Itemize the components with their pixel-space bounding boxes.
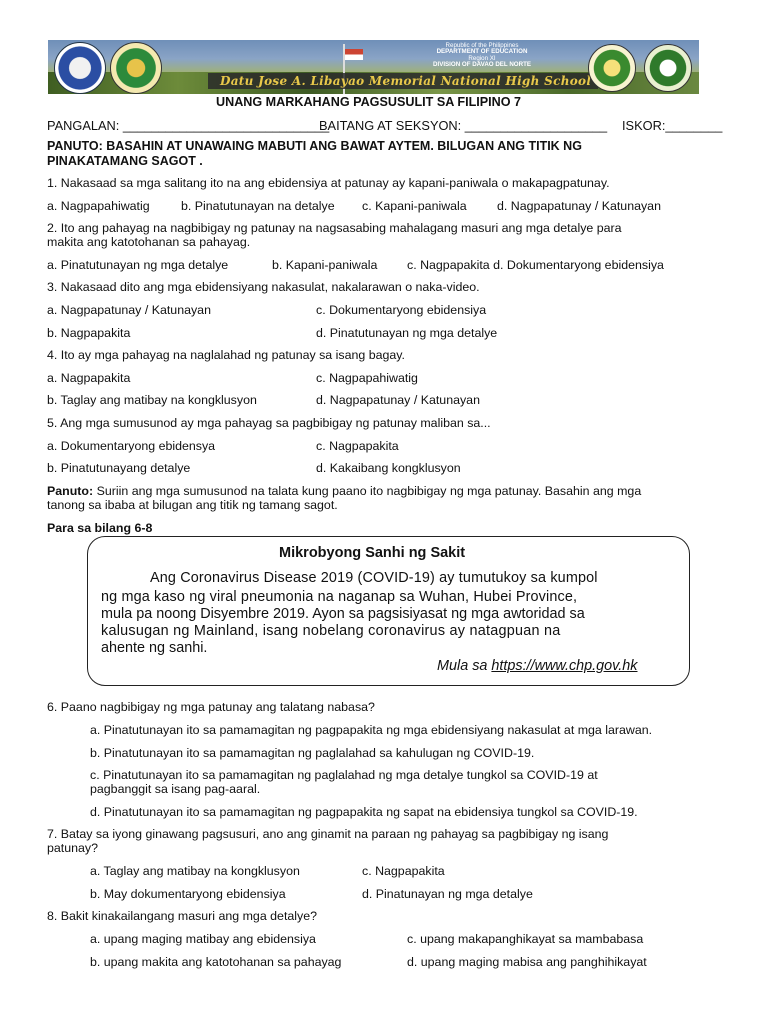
- passage-line-3: mula pa noong Disyembre 2019. Ayon sa pagsisiyasat ng mga awtoridad sa: [101, 606, 585, 622]
- q5-choice-d[interactable]: d. Kakaibang kongklusyon: [316, 461, 461, 475]
- q1-choice-c[interactable]: c. Kapani-paniwala: [362, 199, 467, 213]
- directions-line-1: PANUTO: BASAHIN AT UNAWAING MABUTI ANG BAWAT AYTEM. BILUGAN ANG TITIK NG: [47, 139, 582, 153]
- school-seal-right-logo: [644, 44, 692, 92]
- q2-choice-c-d[interactable]: c. Nagpapakita d. Dokumentaryong ebidensiya: [407, 258, 664, 272]
- division-seal-logo: [588, 44, 636, 92]
- q3-choice-c[interactable]: c. Dokumentaryong ebidensiya: [316, 303, 487, 317]
- question-4-stem: 4. Ito ay mga pahayag na naglalahad ng patunay sa isang bagay.: [47, 348, 405, 362]
- q7-choice-c[interactable]: c. Nagpapakita: [362, 864, 445, 878]
- q1-choice-a[interactable]: a. Nagpapahiwatig: [47, 199, 150, 213]
- question-2-stem-line-2: makita ang katotohanan sa pahayag.: [47, 235, 251, 249]
- q5-choice-c[interactable]: c. Nagpapakita: [316, 439, 399, 453]
- q4-choice-d[interactable]: d. Nagpapatunay / Katunayan: [316, 393, 480, 407]
- q6-choice-b[interactable]: b. Pinatutunayan ito sa pamamagitan ng paglalahad sa kahulugan ng COVID-19.: [90, 746, 535, 760]
- department-text: DEPARTMENT OF EDUCATION: [436, 48, 528, 56]
- q3-choice-d[interactable]: d. Pinatutunayan ng mga detalye: [316, 326, 498, 340]
- passage-title: Mikrobyong Sanhi ng Sakit: [279, 545, 466, 561]
- q6-choice-c-line-2[interactable]: pagbanggit sa isang pag-aaral.: [90, 782, 261, 796]
- q7-choice-a[interactable]: a. Taglay ang matibay na kongklusyon: [90, 864, 300, 878]
- question-6-stem: 6. Paano nagbibigay ng mga patunay ang talatang nabasa?: [47, 700, 375, 714]
- question-1-stem: 1. Nakasaad sa mga salitang ito na ang ebidensiya at patunay ay kapani-paniwala o makapagpatunay.: [47, 176, 610, 190]
- panuto-2-line-1: [47, 484, 641, 499]
- q5-choice-a[interactable]: a. Dokumentaryong ebidensya: [47, 439, 216, 453]
- republic-text: Republic of the Philippines: [445, 42, 519, 49]
- panuto-2-text: Suriin ang mga sumusunod na talata kung paano ito nagbibigay ng mga patunay. Basahin ang mga: [93, 484, 642, 498]
- q2-choice-a[interactable]: a. Pinatutunayan ng mga detalye: [47, 258, 229, 272]
- panuto-2-label: Panuto:: [47, 484, 94, 498]
- exam-title: UNANG MARKAHANG PAGSUSULIT SA FILIPINO 7: [216, 95, 522, 109]
- q5-choice-b[interactable]: b. Pinatutunayang detalye: [47, 461, 191, 475]
- q4-choice-b[interactable]: b. Taglay ang matibay na kongklusyon: [47, 393, 257, 407]
- passage-line-1: Ang Coronavirus Disease 2019 (COVID-19) ay tumutukoy sa kumpol: [150, 570, 598, 586]
- q8-choice-d[interactable]: d. upang maging mabisa ang panghihikayat: [407, 955, 647, 969]
- q3-choice-a[interactable]: a. Nagpapatunay / Katunayan: [47, 303, 211, 317]
- q1-choice-d[interactable]: d. Nagpapatunay / Katunayan: [497, 199, 661, 213]
- division-text: DIVISION OF DAVAO DEL NORTE: [433, 61, 531, 69]
- pangalan-field[interactable]: PANGALAN: _____________________________: [47, 118, 330, 133]
- panuto-2-line-2: tanong sa ibaba at bilugan ang titik ng tamang sagot.: [47, 498, 338, 512]
- school-banner: [48, 40, 699, 94]
- q8-choice-c[interactable]: c. upang makapanghikayat sa mambabasa: [407, 932, 644, 946]
- region-text: Region XI: [468, 54, 496, 62]
- directions-line-2: PINAKATAMANG SAGOT .: [47, 154, 203, 168]
- school-name: Datu Jose A. Libayao Memorial National High School: [220, 74, 592, 88]
- q8-choice-a[interactable]: a. upang maging matibay ang ebidensiya: [90, 932, 316, 946]
- q2-choice-b[interactable]: b. Kapani-paniwala: [272, 258, 378, 272]
- q6-choice-d[interactable]: d. Pinatutunayan ito sa pamamagitan ng pagpapakita ng sapat na ebidensiya tungkol sa COVID-19.: [90, 805, 638, 819]
- question-8-stem: 8. Bakit kinakailangang masuri ang mga detalye?: [47, 909, 318, 923]
- passage-source: [437, 658, 638, 674]
- question-2-stem-line-1: 2. Ito ang pahayag na nagbibigay ng patunay na nagsasabing mahalagang masuri ang mga detalye para: [47, 221, 622, 235]
- question-7-stem-line-1: 7. Batay sa iyong ginawang pagsusuri, ano ang ginamit na paraan ng pahayag sa pagbibigay ng isang: [47, 827, 609, 841]
- q6-choice-a[interactable]: a. Pinatutunayan ito sa pamamagitan ng pagpapakita ng mga ebidensiyang nakasulat at mga larawan.: [90, 723, 653, 737]
- q1-choice-b[interactable]: b. Pinatutunayan na detalye: [181, 199, 335, 213]
- para-label: Para sa bilang 6-8: [47, 521, 153, 535]
- q4-choice-a[interactable]: a. Nagpapakita: [47, 371, 131, 385]
- q4-choice-c[interactable]: c. Nagpapahiwatig: [316, 371, 418, 385]
- question-3-stem: 3. Nakasaad dito ang mga ebidensiyang nakasulat, nakalarawan o naka-video.: [47, 280, 480, 294]
- question-7-stem-line-2: patunay?: [47, 841, 98, 855]
- passage-line-4: kalusugan ng Mainland, isang nobelang coronavirus ay natagpuan na: [101, 623, 561, 639]
- question-5-stem: 5. Ang mga sumusunod ay mga pahayag sa pagbibigay ng patunay maliban sa...: [47, 416, 491, 430]
- passage-source-link[interactable]: https://www.chp.gov.hk: [491, 658, 638, 674]
- deped-seal-logo: [54, 42, 106, 94]
- baitang-seksyon-field[interactable]: BAITANG AT SEKSYON: ____________________: [319, 118, 608, 133]
- q7-choice-b[interactable]: b. May dokumentaryong ebidensiya: [90, 887, 286, 901]
- school-seal-logo: [110, 42, 162, 94]
- q8-choice-b[interactable]: b. upang makita ang katotohanan sa pahayag: [90, 955, 342, 969]
- passage-source-prefix: Mula sa: [437, 658, 492, 674]
- q3-choice-b[interactable]: b. Nagpapakita: [47, 326, 131, 340]
- passage-line-2: ng mga kaso ng viral pneumonia na naganap sa Wuhan, Hubei Province,: [101, 589, 578, 605]
- passage-line-5: ahente ng sanhi.: [101, 640, 208, 656]
- flag-icon: [345, 49, 363, 60]
- q6-choice-c-line-1[interactable]: c. Pinatutunayan ito sa pamamagitan ng paglalahad ng mga detalye tungkol sa COVID-19 at: [90, 768, 598, 782]
- iskor-field[interactable]: ISKOR:________: [622, 118, 723, 133]
- q7-choice-d[interactable]: d. Pinatunayan ng mga detalye: [362, 887, 533, 901]
